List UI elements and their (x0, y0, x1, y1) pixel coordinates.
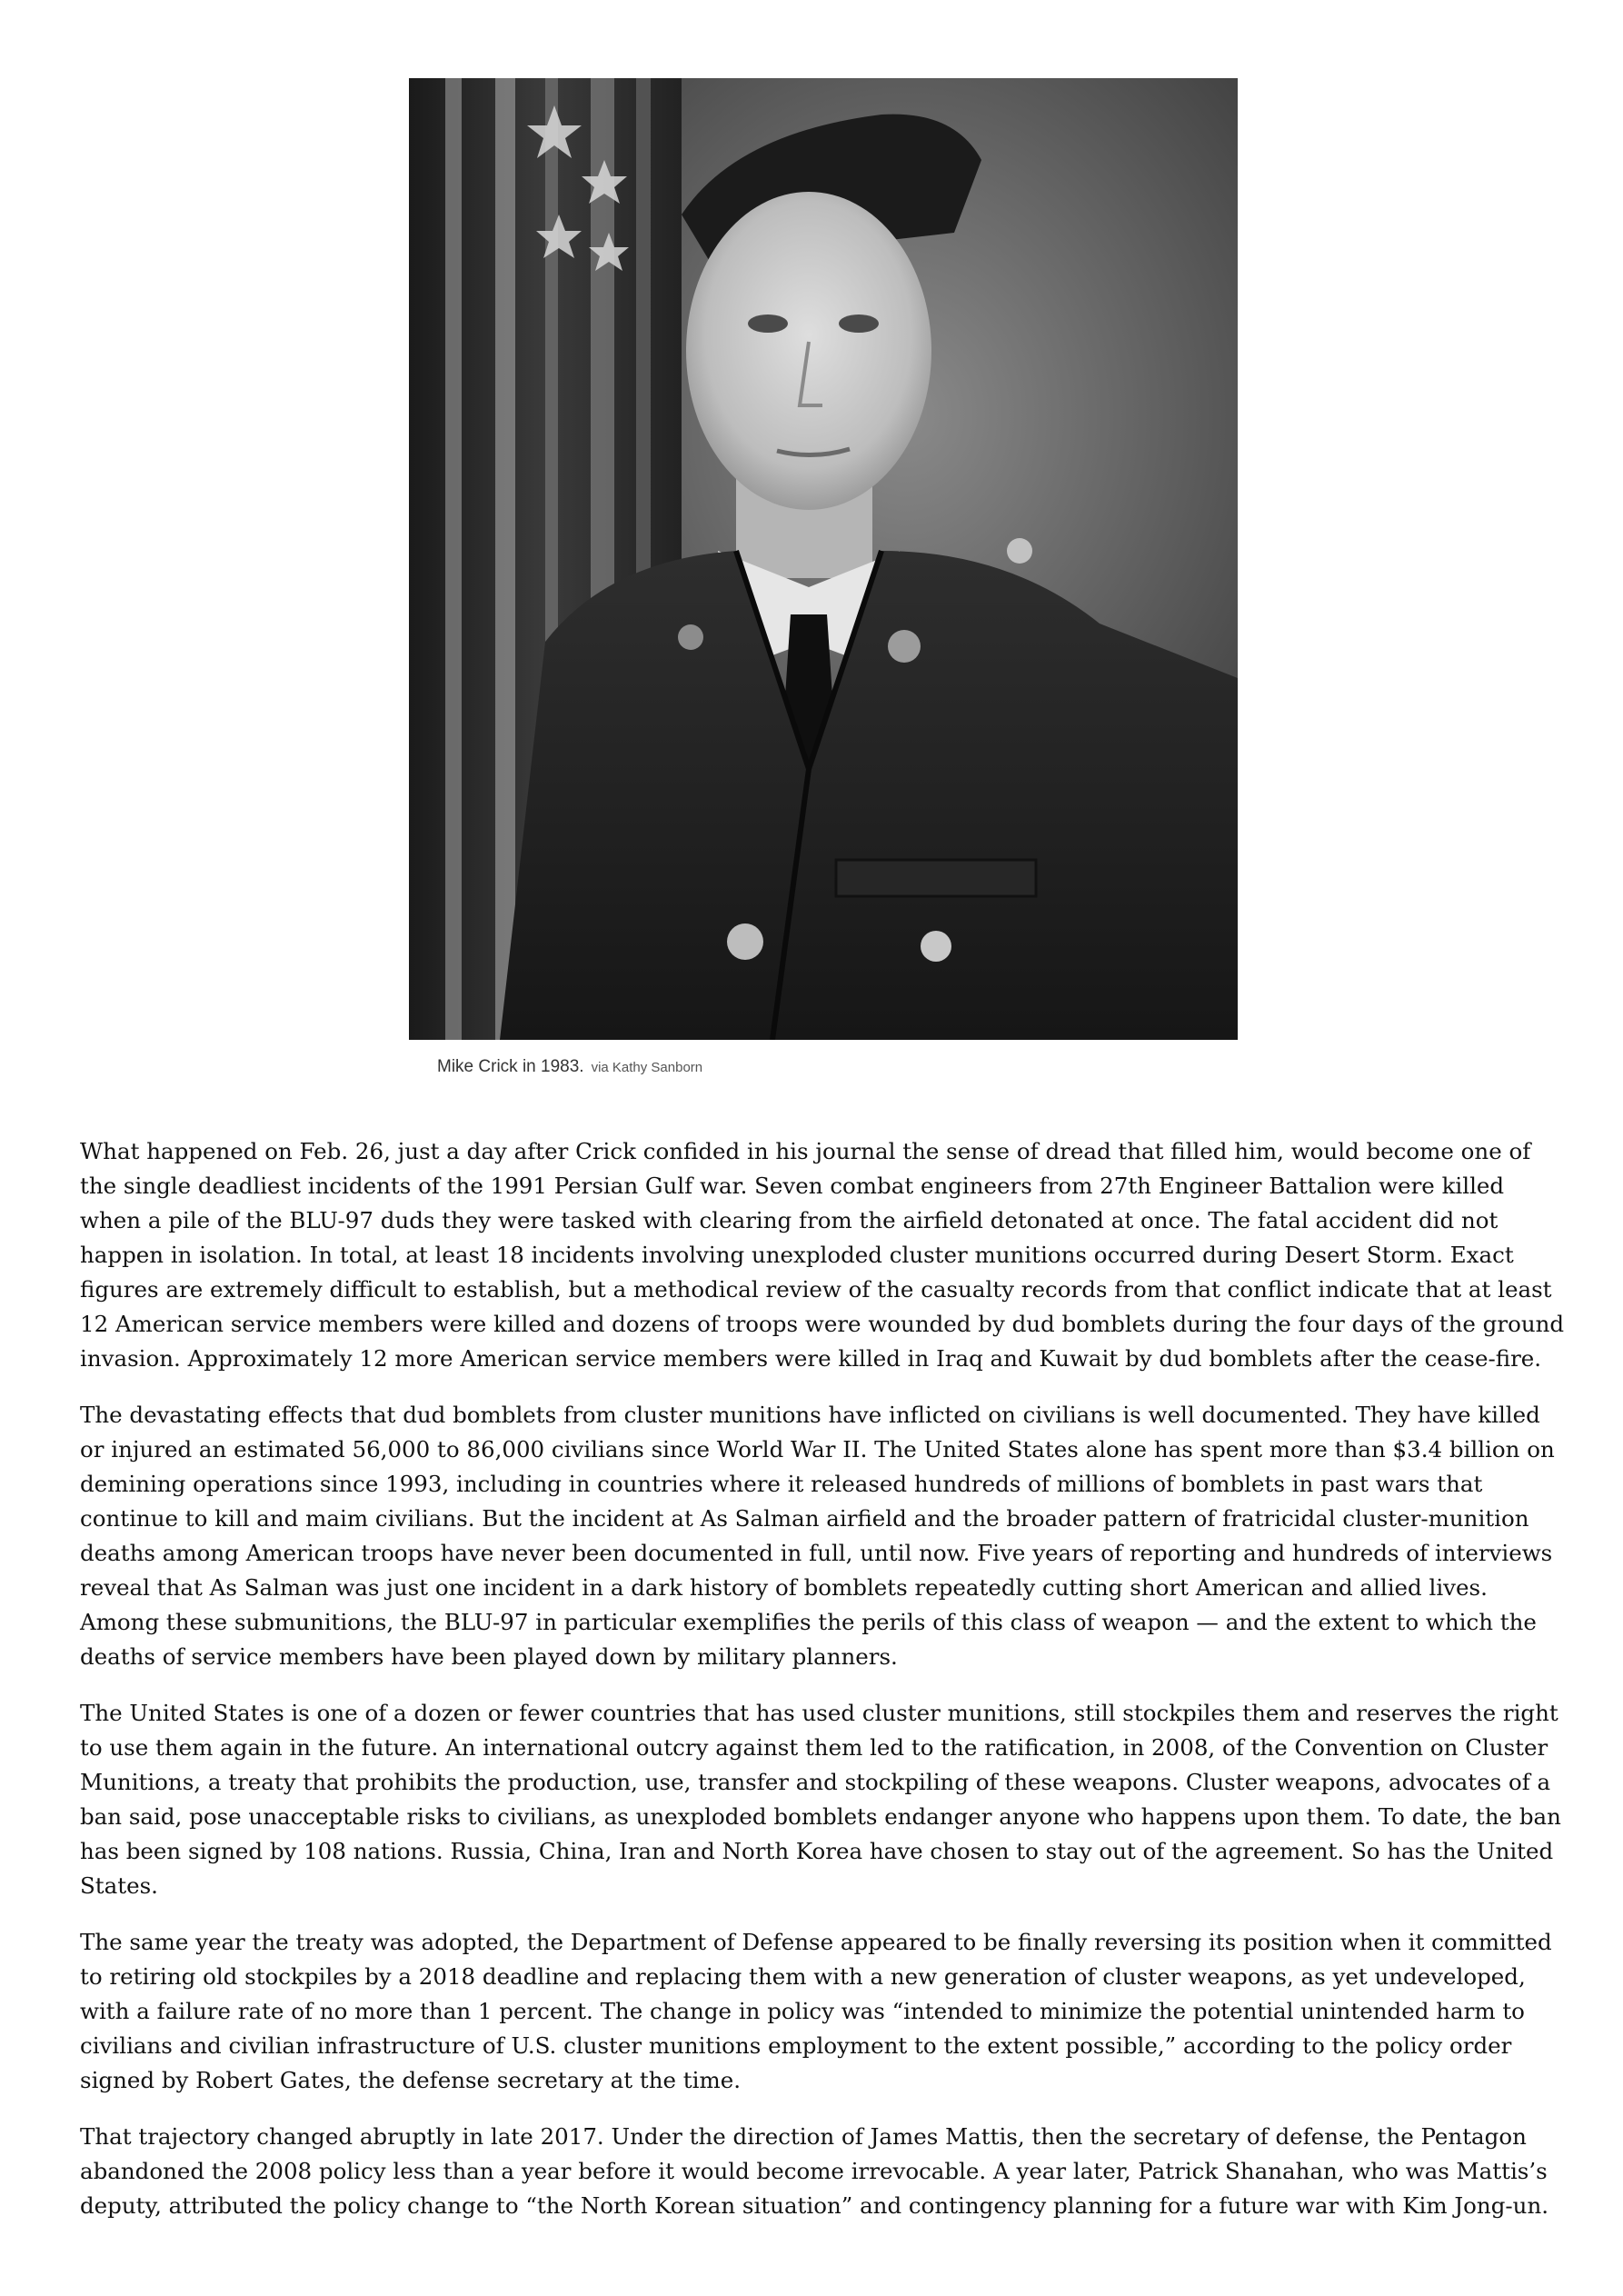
caption-text: Mike Crick in 1983. (437, 1057, 584, 1076)
photo-caption (437, 1057, 702, 1077)
portrait-photo (409, 78, 1238, 1040)
article-paragraph: That trajectory changed abruptly in late 2017. Under the direction of James Mattis, then the secretary of defense, the Pentagon abandoned the 2008 policy less than a year before it would become irrevocable. A year later, Patrick Shanahan, who was Mattis’s deputy, attributed the policy change to “the North Korean situation” and contingency planning for a future war with Kim Jong-un. (80, 2123, 1549, 2219)
article-paragraph: The devastating effects that dud bomblets from cluster munitions have inflicted on civilians is well documented. They have killed or injured an estimated 56,000 to 86,000 civilians since World War II. The United States alone has spent more than $3.4 billion on demining operations since 1993, including in countries where it released hundreds of millions of bomblets in past wars that continue to kill and maim civilians. But the incident at As Salman airfield and the broader pattern of fratricidal cluster-munition deaths among American troops have never been documented in full, until now. Five years of reporting and hundreds of interviews reveal that As Salman was just one incident in a dark history of bomblets repeatedly cutting short American and allied lives. Among these submunitions, the BLU-97 in particular exemplifies the perils of this class of weapon — and the extent to which the deaths of service members have been played down by military planners. (80, 1402, 1555, 1670)
article-paragraph: The United States is one of a dozen or fewer countries that has used cluster munitions, still stockpiles them and reserves the right to use them again in the future. An international outcry against them led to the ratification, in 2008, of the Convention on Cluster Munitions, a treaty that prohibits the production, use, transfer and stockpiling of these weapons. Cluster weapons, advocates of a ban said, pose unacceptable risks to civilians, as unexploded bomblets endanger anyone who happens upon them. To date, the ban has been signed by 108 nations. Russia, China, Iran and North Korea have chosen to stay out of the agreement. So has the United States. (80, 1700, 1561, 1899)
caption-credit: via Kathy Sanborn (591, 1060, 703, 1075)
article-body (80, 1134, 1570, 2245)
portrait-illustration (409, 78, 1238, 1040)
article-paragraph: The same year the treaty was adopted, the Department of Defense appeared to be finally reversing its position when it committed to retiring old stockpiles by a 2018 deadline and replacing them with a new generation of cluster weapons, as yet undeveloped, with a failure rate of no more than 1 percent. The change in policy was “intended to minimize the potential unintended harm to civilians and civilian infrastructure of U.S. cluster munitions employment to the extent possible,” according to the policy order signed by Robert Gates, the defense secretary at the time. (80, 1929, 1552, 2093)
article-paragraph: What happened on Feb. 26, just a day after Crick confided in his journal the sense of dread that filled him, would become one of the single deadliest incidents of the 1991 Persian Gulf war. Seven combat engineers from 27th Engineer Battalion were killed when a pile of the BLU-97 duds they were tasked with clearing from the airfield detonated at once. The fatal accident did not happen in isolation. In total, at least 18 incidents involving unexploded cluster munitions occurred during Desert Storm. Exact figures are extremely difficult to establish, but a methodical review of the casualty records from that conflict indicate that at least 12 American service members were killed and dozens of troops were wounded by dud bomblets during the four days of the ground invasion. Approximately 12 more American service members were killed in Iraq and Kuwait by dud bomblets after the cease-fire. (80, 1138, 1565, 1372)
